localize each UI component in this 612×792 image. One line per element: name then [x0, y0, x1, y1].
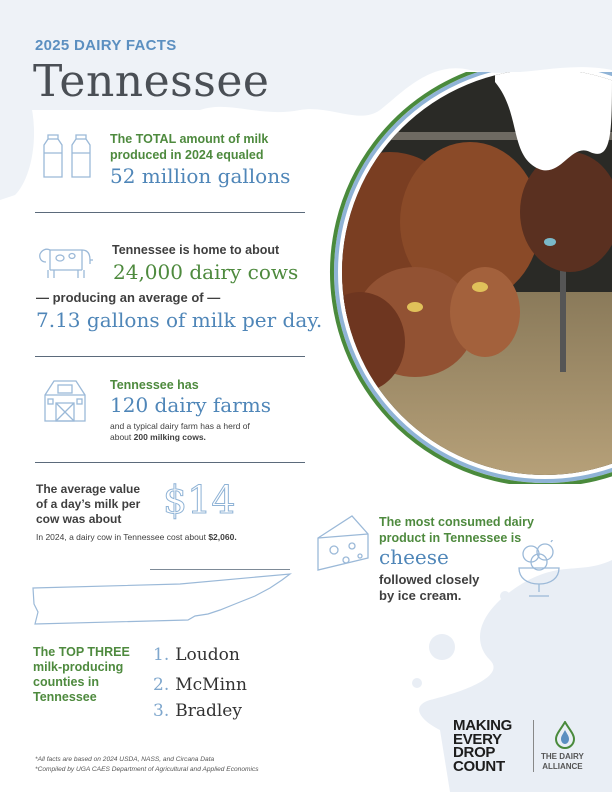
cows-photo-circle — [320, 72, 612, 484]
most-consumed-value: cheese — [379, 545, 449, 569]
splash-drop — [429, 634, 455, 660]
footnote: *Compiled by UGA CAES Department of Agricultural and Applied Economics — [35, 766, 259, 773]
logo-divider — [533, 720, 534, 772]
top-counties-lead: The TOP THREE milk-producing counties in Tennessee — [33, 645, 130, 704]
value-fact-lead: The average value of a day’s milk per cow was about — [36, 482, 141, 526]
splash-drop — [500, 591, 510, 601]
milk-total-value: 52 million gallons — [110, 164, 291, 188]
cow-cost-note: In 2024, a dairy cow in Tennessee cost about $2,060. — [36, 532, 237, 542]
day-milk-value: $14 — [163, 478, 236, 522]
consumed-fact-lead: The most consumed dairy product in Tennessee is — [379, 515, 534, 545]
dairy-alliance-drop-icon — [555, 721, 575, 749]
cows-fact-connector: — producing an average of — — [36, 290, 221, 305]
county-list-item: 1. Loudon — [153, 645, 240, 665]
ice-cream-icon — [515, 540, 563, 598]
tennessee-outline-icon — [30, 566, 292, 628]
divider — [150, 569, 290, 570]
divider — [35, 356, 305, 357]
milk-bottles-icon — [40, 133, 96, 179]
farms-fact-lead: Tennessee has — [110, 378, 199, 392]
divider — [35, 462, 305, 463]
cow-icon — [38, 240, 94, 280]
farms-fact-note: and a typical dairy farm has a herd of about 200 milking cows. — [110, 421, 250, 442]
footnote: *All facts are based on 2024 USDA, NASS, and Circana Data — [35, 756, 215, 763]
county-list-item: 2. McMinn — [153, 675, 247, 695]
county-list-item: 3. Bradley — [153, 701, 242, 721]
barn-icon — [42, 377, 88, 423]
dairy-alliance-logo-text: THE DAIRY ALLIANCE — [541, 752, 584, 771]
making-every-drop-count-logo: MAKING EVERY DROP COUNT — [453, 717, 513, 775]
page-kicker: 2025 DAIRY FACTS — [35, 37, 177, 54]
cows-photo — [320, 72, 612, 484]
cows-fact-lead: Tennessee is home to about — [112, 243, 280, 257]
page-title: Tennessee — [33, 56, 270, 107]
splash-drop — [412, 678, 422, 688]
cheese-icon — [316, 512, 370, 572]
left-splash — [0, 100, 34, 200]
milk-fact-text: The TOTAL amount of milk produced in 2024 equaled — [110, 132, 269, 162]
divider — [35, 212, 305, 213]
milk-per-day-value: 7.13 gallons of milk per day. — [36, 308, 323, 332]
cows-count-value: 24,000 dairy cows — [113, 260, 299, 284]
consumed-fact-follow: followed closely by ice cream. — [379, 572, 480, 603]
farms-count-value: 120 dairy farms — [110, 393, 271, 417]
